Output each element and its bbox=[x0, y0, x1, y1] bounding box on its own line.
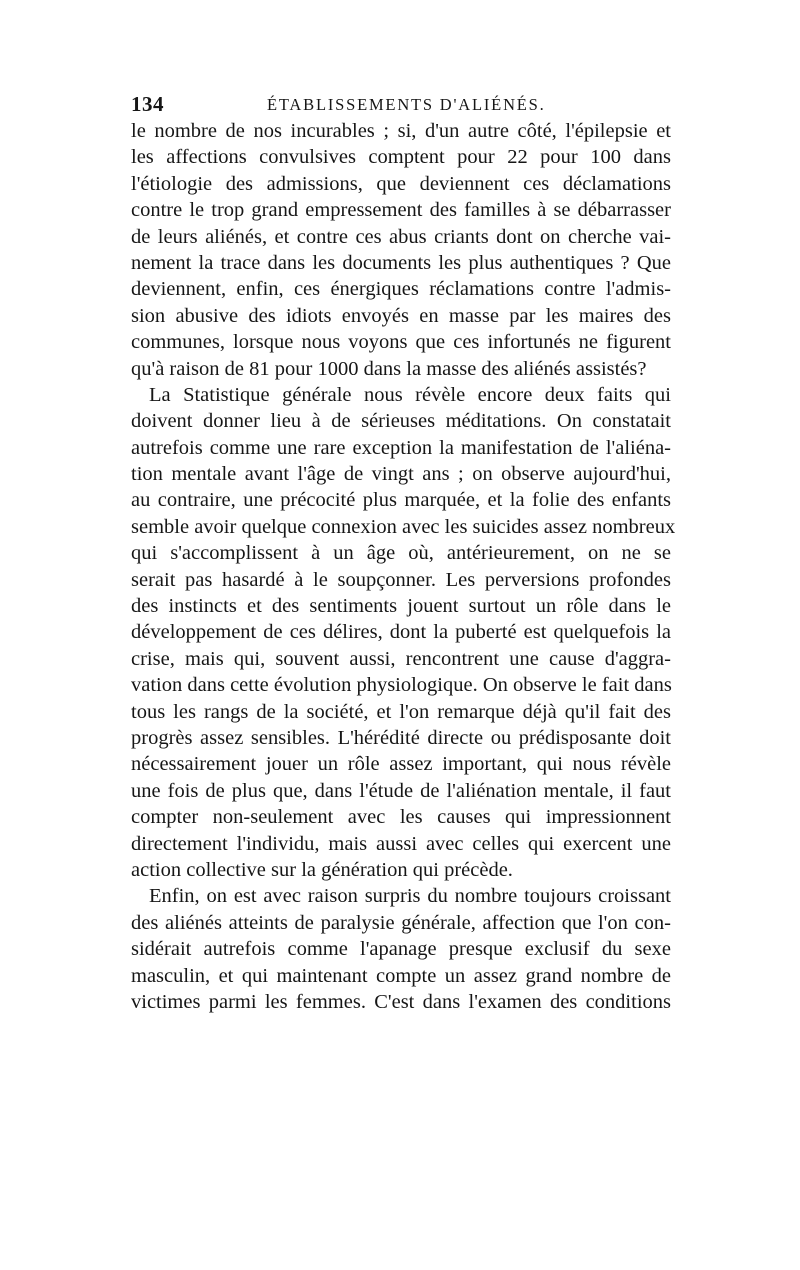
text-line: des instincts et des sentiments jouent surtout un rôle dans le bbox=[131, 595, 671, 618]
text-line: sidérait autrefois comme l'apanage presque exclusif du sexe bbox=[131, 938, 671, 961]
text-line: masculin, et qui maintenant compte un assez grand nombre de bbox=[131, 964, 671, 987]
page-number: 134 bbox=[131, 92, 164, 116]
text-line: qu'à raison de 81 pour 1000 dans la masse des aliénés assistés? bbox=[131, 357, 647, 380]
text-line: l'étiologie des admissions, que deviennent ces déclamations bbox=[131, 172, 671, 195]
text-line: au contraire, une précocité plus marquée, et la folie des enfants bbox=[131, 489, 671, 512]
text-line: Enfin, on est avec raison surpris du nombre toujours croissant bbox=[149, 885, 671, 908]
text-line: La Statistique générale nous révèle encore deux faits qui bbox=[149, 383, 671, 406]
text-line: qui s'accomplissent à un âge où, antérieurement, on ne se bbox=[131, 542, 671, 565]
text-line: serait pas hasardé à le soupçonner. Les perversions profondes bbox=[131, 568, 671, 591]
body-text bbox=[131, 118, 676, 1015]
text-line: semble avoir quelque connexion avec les suicides assez nombreux bbox=[131, 515, 676, 538]
text-line: deviennent, enfin, ces énergiques réclamations contre l'admis- bbox=[131, 278, 671, 301]
text-line: nement la trace dans les documents les plus authentiques ? Que bbox=[131, 251, 671, 274]
page-header bbox=[131, 92, 671, 120]
text-line: crise, mais qui, souvent aussi, rencontrent une cause d'aggra- bbox=[131, 647, 671, 670]
text-line: nécessairement jouer un rôle assez important, qui nous révèle bbox=[131, 753, 671, 776]
text-line: directement l'individu, mais aussi avec celles qui exercent une bbox=[131, 832, 671, 855]
text-line: autrefois comme une rare exception la manifestation de l'aliéna- bbox=[131, 436, 671, 459]
paragraph bbox=[131, 118, 671, 382]
text-line: compter non-seulement avec les causes qui impressionnent bbox=[131, 806, 671, 829]
text-line: une fois de plus que, dans l'étude de l'aliénation mentale, il faut bbox=[131, 779, 671, 802]
running-head: ÉTABLISSEMENTS D'ALIÉNÉS. bbox=[267, 95, 546, 114]
text-line: développement de ces délires, dont la puberté est quelquefois la bbox=[131, 621, 671, 644]
text-line: action collective sur la génération qui précède. bbox=[131, 858, 513, 881]
text-line: des aliénés atteints de paralysie générale, affection que l'on con- bbox=[131, 911, 671, 934]
text-line: vation dans cette évolution physiologique. On observe le fait dans bbox=[131, 674, 672, 697]
paragraph bbox=[131, 382, 676, 883]
paragraph bbox=[131, 883, 671, 1015]
text-line: le nombre de nos incurables ; si, d'un autre côté, l'épilepsie et bbox=[131, 120, 671, 142]
text-line: les affections convulsives comptent pour 22 pour 100 dans bbox=[131, 146, 671, 169]
text-line: communes, lorsque nous voyons que ces infortunés ne figurent bbox=[131, 331, 671, 354]
text-line: sion abusive des idiots envoyés en masse par les maires des bbox=[131, 304, 671, 327]
text-line: victimes parmi les femmes. C'est dans l'examen des conditions bbox=[131, 990, 671, 1013]
text-line: contre le trop grand empressement des familles à se débarrasser bbox=[131, 199, 671, 222]
text-line: tous les rangs de la société, et l'on remarque déjà qu'il fait des bbox=[131, 700, 671, 723]
text-line: progrès assez sensibles. L'hérédité directe ou prédisposante doit bbox=[131, 726, 671, 749]
text-line: de leurs aliénés, et contre ces abus criants dont on cherche vai- bbox=[131, 225, 671, 248]
text-line: doivent donner lieu à de sérieuses méditations. On constatait bbox=[131, 410, 671, 433]
text-line: tion mentale avant l'âge de vingt ans ; on observe aujourd'hui, bbox=[131, 463, 671, 486]
